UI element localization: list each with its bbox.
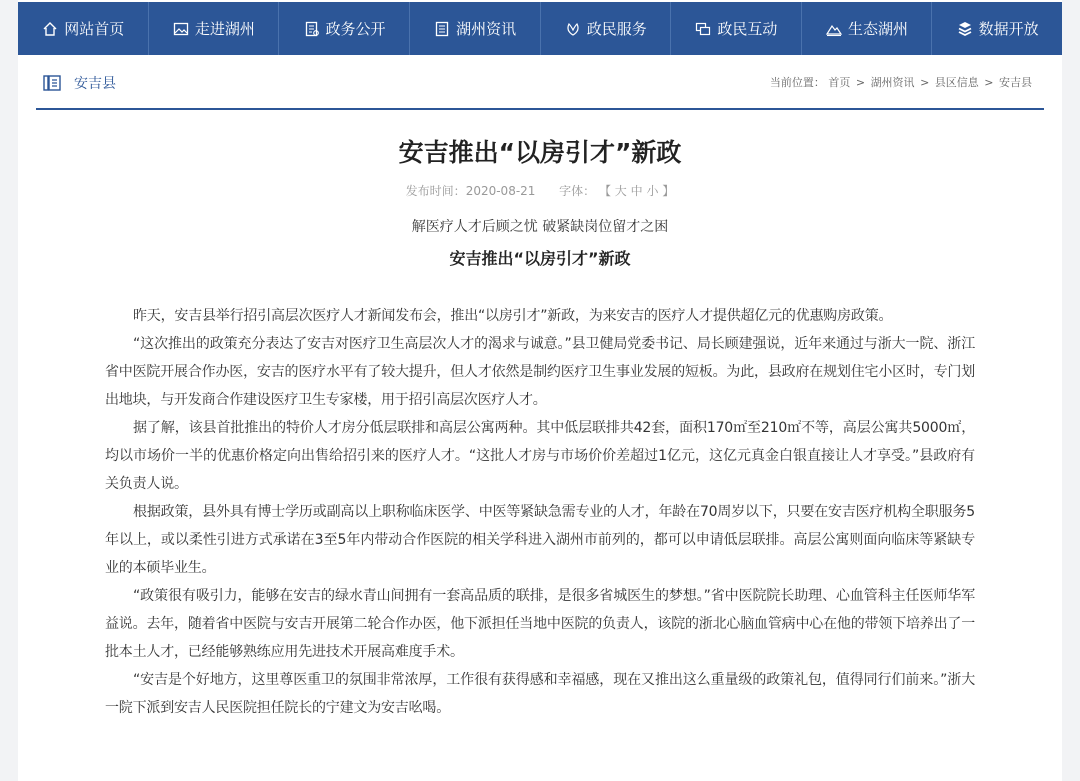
font-size-label: 字体： [559, 184, 596, 198]
article-body [105, 302, 975, 722]
font-size-bracket-close: 】 [662, 184, 675, 198]
section-title: 安吉县 [74, 76, 116, 92]
article-meta [18, 182, 1062, 199]
mountain-icon [825, 20, 843, 38]
font-size-large-button[interactable]: 大 [614, 184, 627, 198]
article-paragraph: 根据政策，县外具有博士学历或副高以上职称临床医学、中医等紧缺急需专业的人才，年龄在70周岁以下，只要在安吉医疗机构全职服务5年以上，或以柔性引进方式承诺在3至5年内带动合作医院的相关学科进入湖州市前列的，都可以申请低层联排。高层公寓则面向临床等紧缺专业的本硕毕业生。 [105, 504, 975, 576]
nav-item-label: 政务公开 [325, 20, 386, 38]
nav-item-label: 政民服务 [586, 20, 647, 38]
page [18, 0, 1062, 781]
news-icon [433, 20, 451, 38]
service-icon [564, 20, 582, 38]
nav-item-label: 生态湖州 [848, 20, 909, 38]
picture-icon [172, 20, 190, 38]
breadcrumb-separator: > [984, 76, 994, 89]
document-icon [303, 20, 321, 38]
nav-item-ecology[interactable] [802, 2, 933, 55]
breadcrumb-home[interactable]: 首页 [828, 76, 851, 89]
nav-item-open-data[interactable] [932, 2, 1062, 55]
nav-item-services[interactable] [541, 2, 672, 55]
breadcrumb-separator: > [920, 76, 930, 89]
nav-item-label: 政民互动 [717, 20, 778, 38]
breadcrumb-prefix: 当前位置： [769, 76, 825, 89]
article-paragraph: 据了解，该县首批推出的特价人才房分低层联排和高层公寓两种。其中低层联排共42套，面积170㎡至210㎡不等，高层公寓共5000㎡，均以市场价一半的优惠价格定向出售给招引来的医疗人才。“这批人才房与市场价价差超过1亿元，这亿元真金白银直接让人才享受。”县政府有关负责人说。 [105, 420, 975, 492]
article-paragraph: “这次推出的政策充分表达了安吉对医疗卫生高层次人才的渴求与诚意。”县卫健局党委书记、局长顾建强说，近年来通过与浙大一院、浙江省中医院开展合作办医，安吉的医疗水平有了较大提升，但人才依然是制约医疗卫生事业发展的短板。为此，县政府在规划住宅小区时，专门划出地块，与开发商合作建设医疗卫生专家楼，用于招引高层次医疗人才。 [105, 336, 975, 408]
main-nav [18, 2, 1062, 55]
article-title: 安吉推出“以房引才”新政 [398, 138, 682, 167]
interaction-icon [694, 20, 712, 38]
nav-item-label: 走进湖州 [194, 20, 255, 38]
data-icon [956, 20, 974, 38]
article-paragraph: “安吉是个好地方，这里尊医重卫的氛围非常浓厚，工作很有获得感和幸福感，现在又推出这么重量级的政策礼包，值得同行们前来。”浙大一院下派到安吉人民医院担任院长的宁建文为安吉吆喝。 [105, 672, 975, 716]
font-size-small-button[interactable]: 小 [646, 184, 659, 198]
nav-item-label: 湖州资讯 [456, 20, 517, 38]
location-bar [36, 57, 1044, 110]
publish-date: 2020-08-21 [465, 184, 536, 198]
breadcrumb-anji[interactable]: 安吉县 [999, 76, 1032, 89]
home-icon [41, 20, 59, 38]
publish-label: 发布时间： [405, 184, 466, 198]
nav-item-label: 网站首页 [64, 20, 125, 38]
font-size-bracket-open: 【 [598, 184, 611, 198]
nav-item-government-affairs[interactable] [279, 2, 410, 55]
nav-item-home[interactable] [18, 2, 149, 55]
nav-item-about-huzhou[interactable] [149, 2, 280, 55]
article-headline: 安吉推出“以房引才”新政 [449, 249, 631, 268]
breadcrumb [770, 74, 1032, 90]
nav-item-news[interactable] [410, 2, 541, 55]
breadcrumb-county-info[interactable]: 县区信息 [934, 76, 979, 89]
article-subtitle: 解医疗人才后顾之忧 破紧缺岗位留才之困 [411, 219, 669, 235]
article-paragraph: “政策很有吸引力，能够在安吉的绿水青山间拥有一套高品质的联排，是很多省城医生的梦想。”省中医院院长助理、心血管科主任医师华军益说。去年，随着省中医院与安吉开展第二轮合作办医，他下派担任当地中医院的负责人，该院的浙北心脑血管病中心在他的带领下培养出了一批本土人才，已经能够熟练应用先进技术开展高难度手术。 [105, 588, 975, 660]
article-paragraph: 昨天，安吉县举行招引高层次医疗人才新闻发布会，推出“以房引才”新政，为来安吉的医疗人才提供超亿元的优惠购房政策。 [133, 308, 893, 324]
section-heading [42, 73, 116, 93]
book-icon [42, 73, 62, 93]
font-size-medium-button[interactable]: 中 [630, 184, 643, 198]
nav-item-interaction[interactable] [671, 2, 802, 55]
breadcrumb-news[interactable]: 湖州资讯 [870, 76, 915, 89]
nav-item-label: 数据开放 [978, 20, 1039, 38]
breadcrumb-separator: > [855, 76, 866, 89]
